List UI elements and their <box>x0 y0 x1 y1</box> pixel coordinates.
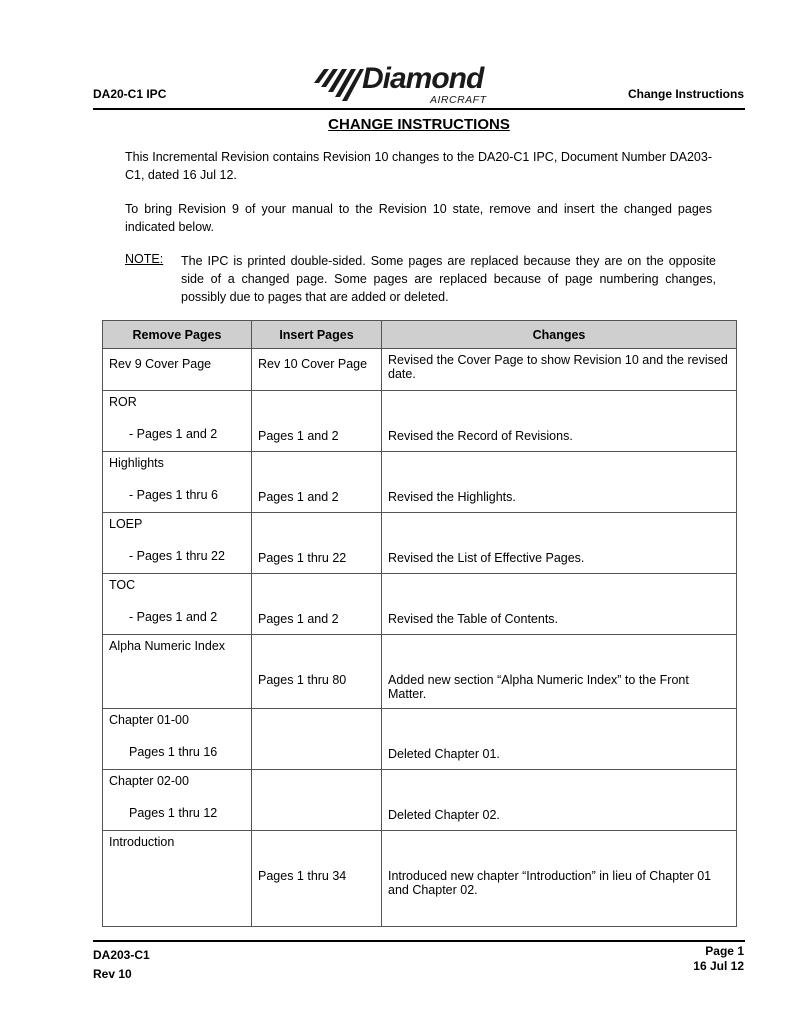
changes-cell: Revised the Highlights. <box>388 490 516 504</box>
footer-left <box>93 946 150 984</box>
logo-stripes-icon <box>312 65 364 105</box>
remove-pages-subcell: - Pages 1 and 2 <box>129 427 218 441</box>
column-header-insert: Insert Pages <box>252 321 382 349</box>
insert-pages-cell: Pages 1 thru 80 <box>258 673 347 687</box>
remove-pages-subcell: - Pages 1 and 2 <box>129 610 218 624</box>
header-section-title: Change Instructions <box>627 87 744 101</box>
insert-pages-cell <box>252 804 381 808</box>
change-instructions-table <box>102 320 737 927</box>
insert-pages-cell <box>252 743 381 747</box>
remove-pages-cell: Rev 9 Cover Page <box>109 357 212 371</box>
logo-subtitle: AIRCRAFT <box>430 94 487 106</box>
remove-pages-subcell: - Pages 1 thru 6 <box>129 488 218 502</box>
insert-pages-cell: Pages 1 and 2 <box>258 429 339 443</box>
remove-pages-cell: LOEP <box>109 517 143 531</box>
insert-pages-cell: Pages 1 and 2 <box>258 490 339 504</box>
footer-doc-number: DA203-C1 <box>93 948 150 962</box>
column-header-remove: Remove Pages <box>103 321 252 349</box>
header-doc-id: DA20-C1 IPC <box>93 87 167 101</box>
remove-pages-cell: Chapter 02-00 <box>109 774 189 788</box>
footer-revision: Rev 10 <box>93 967 132 981</box>
intro-paragraph-1: This Incremental Revision contains Revision 10 changes to the DA20-C1 IPC, Document Number DA203-C1, dated 16 Jul 12. <box>125 150 712 182</box>
footer-divider <box>93 940 745 942</box>
note-label: NOTE: <box>125 252 164 266</box>
footer-right <box>693 944 744 974</box>
changes-cell: Deleted Chapter 02. <box>388 808 500 822</box>
insert-pages-cell: Pages 1 thru 22 <box>258 551 347 565</box>
table-row <box>103 709 737 770</box>
table-row <box>103 349 737 391</box>
remove-pages-cell: ROR <box>109 395 137 409</box>
changes-cell: Added new section “Alpha Numeric Index” to the Front Matter. <box>388 673 689 701</box>
intro-paragraph-2: To bring Revision 9 of your manual to the Revision 10 state, remove and insert the changed pages indicated below. <box>125 202 712 234</box>
table-row <box>103 635 737 709</box>
remove-pages-cell: Chapter 01-00 <box>109 713 189 727</box>
changes-cell: Revised the List of Effective Pages. <box>388 551 585 565</box>
column-header-changes: Changes <box>382 321 737 349</box>
remove-pages-cell: Alpha Numeric Index <box>109 639 226 653</box>
changes-cell: Revised the Table of Contents. <box>388 612 559 626</box>
table-row <box>103 831 737 927</box>
remove-pages-subcell: - Pages 1 thru 22 <box>129 549 225 563</box>
footer-date: 16 Jul 12 <box>693 959 744 973</box>
changes-cell: Revised the Record of Revisions. <box>388 429 573 443</box>
table-row <box>103 391 737 452</box>
header-divider <box>93 108 745 110</box>
table-row <box>103 574 737 635</box>
footer-page-number: Page 1 <box>705 944 744 958</box>
changes-cell: Introduced new chapter “Introduction” in lieu of Chapter 01 and Chapter 02. <box>388 869 712 897</box>
changes-cell: Revised the Cover Page to show Revision 10 and the revised date. <box>388 353 728 381</box>
logo-wordmark: Diamond <box>362 62 484 95</box>
note-text: The IPC is printed double-sided. Some pages are replaced because they are on the opposite side of a changed page. Some pages are replaced because of page numbering changes, possibly due to pages that are added or deleted. <box>181 254 716 304</box>
insert-pages-cell: Rev 10 Cover Page <box>258 357 368 371</box>
table-row <box>103 770 737 831</box>
remove-pages-cell: Introduction <box>109 835 175 849</box>
page-title: CHANGE INSTRUCTIONS <box>328 116 510 133</box>
changes-cell: Deleted Chapter 01. <box>388 747 500 761</box>
diamond-aircraft-logo <box>312 62 502 107</box>
remove-pages-cell: Highlights <box>109 456 164 470</box>
remove-pages-cell: TOC <box>109 578 136 592</box>
remove-pages-subcell: Pages 1 thru 16 <box>129 745 218 759</box>
table-header-row <box>103 321 737 349</box>
insert-pages-cell: Pages 1 thru 34 <box>258 869 347 883</box>
insert-pages-cell: Pages 1 and 2 <box>258 612 339 626</box>
table-row <box>103 452 737 513</box>
table-row <box>103 513 737 574</box>
remove-pages-subcell: Pages 1 thru 12 <box>129 806 218 820</box>
